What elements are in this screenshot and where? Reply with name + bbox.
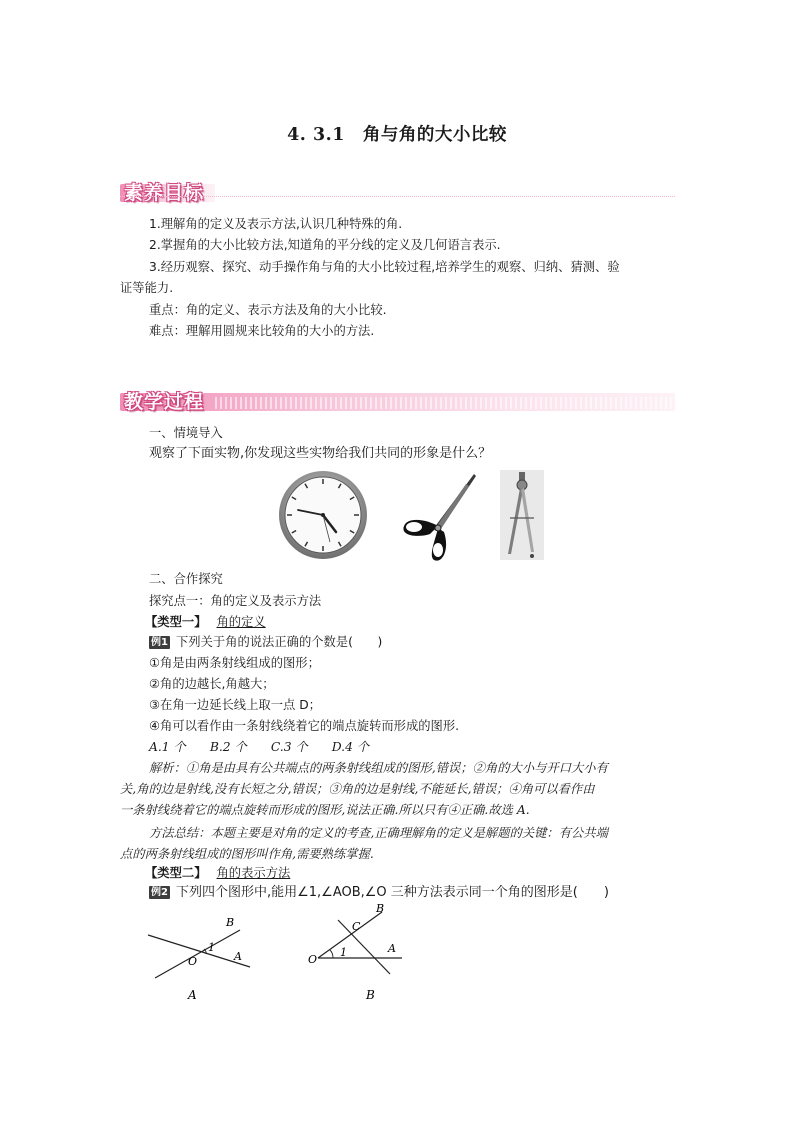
explore-point: 探究点一：角的定义及表示方法: [149, 594, 322, 608]
label-angle-1: 1: [340, 946, 347, 959]
choice-c: C.3 个: [270, 740, 308, 754]
label-b: B: [226, 916, 235, 929]
part-heading: 一、情境导入: [149, 426, 223, 440]
page-title: 4. 3.1 角与角的大小比较: [287, 125, 507, 145]
part-heading: 二、合作探究: [149, 572, 223, 586]
compass-image: [500, 470, 544, 560]
label-a: A: [388, 942, 396, 955]
option-statement: ③在角一边延长线上取一点 D；: [149, 698, 321, 712]
label-b: B: [376, 902, 385, 915]
question-text: 下列关于角的说法正确的个数是( ): [175, 635, 383, 649]
banner-label: 素养目标: [124, 182, 205, 204]
example-question: [149, 632, 382, 652]
choices-row: [149, 737, 369, 757]
label-c: C: [352, 920, 361, 933]
figure-caption: B: [366, 988, 375, 1002]
clock-image: [278, 470, 368, 560]
summary-line: 点的两条射线组成的图形叫作角,需要熟练掌握.: [120, 847, 374, 861]
banner-divider: [120, 196, 675, 207]
figure-a: [140, 910, 265, 1005]
difficulty: 难点：理解用圆规来比较角的大小的方法.: [149, 324, 375, 338]
example-tag: 例1: [151, 637, 168, 648]
label-angle-1: 1: [208, 941, 215, 954]
section-banner-process: [120, 389, 675, 415]
option-statement: ④角可以看作由一条射线绕着它的端点旋转而形成的图形.: [149, 719, 460, 733]
figure-b: [300, 900, 415, 1005]
scissors-image: [394, 470, 480, 562]
goal-item: 2.掌握角的大小比较方法,知道角的平分线的定义及几何语言表示.: [149, 238, 501, 252]
choice-a: A.1 个: [149, 740, 186, 754]
banner-label: 教学过程: [124, 391, 205, 413]
type-name: 角的表示方法: [216, 866, 291, 880]
analysis-line: 解析：①角是由具有公共端点的两条射线组成的图形,错误；②角的大小与开口大小有: [149, 761, 608, 775]
key-point: 重点：角的定义、表示方法及角的大小比较.: [149, 303, 387, 317]
example-tag: 例2: [151, 887, 168, 898]
choice-d: D.4 个: [331, 740, 370, 754]
analysis-line: 关,角的边是射线,没有长短之分,错误；③角的边是射线,不能延长,错误；④角可以看作由: [120, 782, 595, 796]
option-statement: ②角的边越长,角越大；: [149, 677, 275, 691]
question-text: 下列四个图形中,能用∠1,∠AOB,∠O 三种方法表示同一个角的图形是( ): [175, 885, 609, 900]
analysis-line: 一条射线绕着它的端点旋转而形成的图形,说法正确.所以只有④正确.故选 A.: [120, 803, 530, 817]
choice-b: B.2 个: [209, 740, 247, 754]
type-heading: [145, 612, 266, 632]
intro-question: 观察了下面实物,你发现这些实物给我们共同的形象是什么？: [149, 446, 492, 461]
type-bracket: 【类型一】: [145, 615, 207, 629]
label-o: O: [188, 955, 198, 968]
summary-line: 方法总结：本题主要是对角的定义的考查,正确理解角的定义是解题的关键：有公共端: [149, 826, 608, 840]
type-bracket: 【类型二】: [145, 866, 207, 880]
type-name: 角的定义: [216, 615, 266, 629]
label-a: A: [234, 950, 242, 963]
goal-item: 3.经历观察、探究、动手操作角与角的大小比较过程,培养学生的观察、归纳、猜测、验: [149, 260, 620, 274]
type-heading: [145, 863, 290, 883]
goal-item: 证等能力.: [120, 281, 174, 295]
goal-item: 1.理解角的定义及表示方法,认识几种特殊的角.: [149, 217, 403, 231]
option-statement: ①角是由两条射线组成的图形；: [149, 656, 320, 670]
label-o: O: [308, 953, 318, 966]
figure-caption: A: [188, 988, 197, 1002]
